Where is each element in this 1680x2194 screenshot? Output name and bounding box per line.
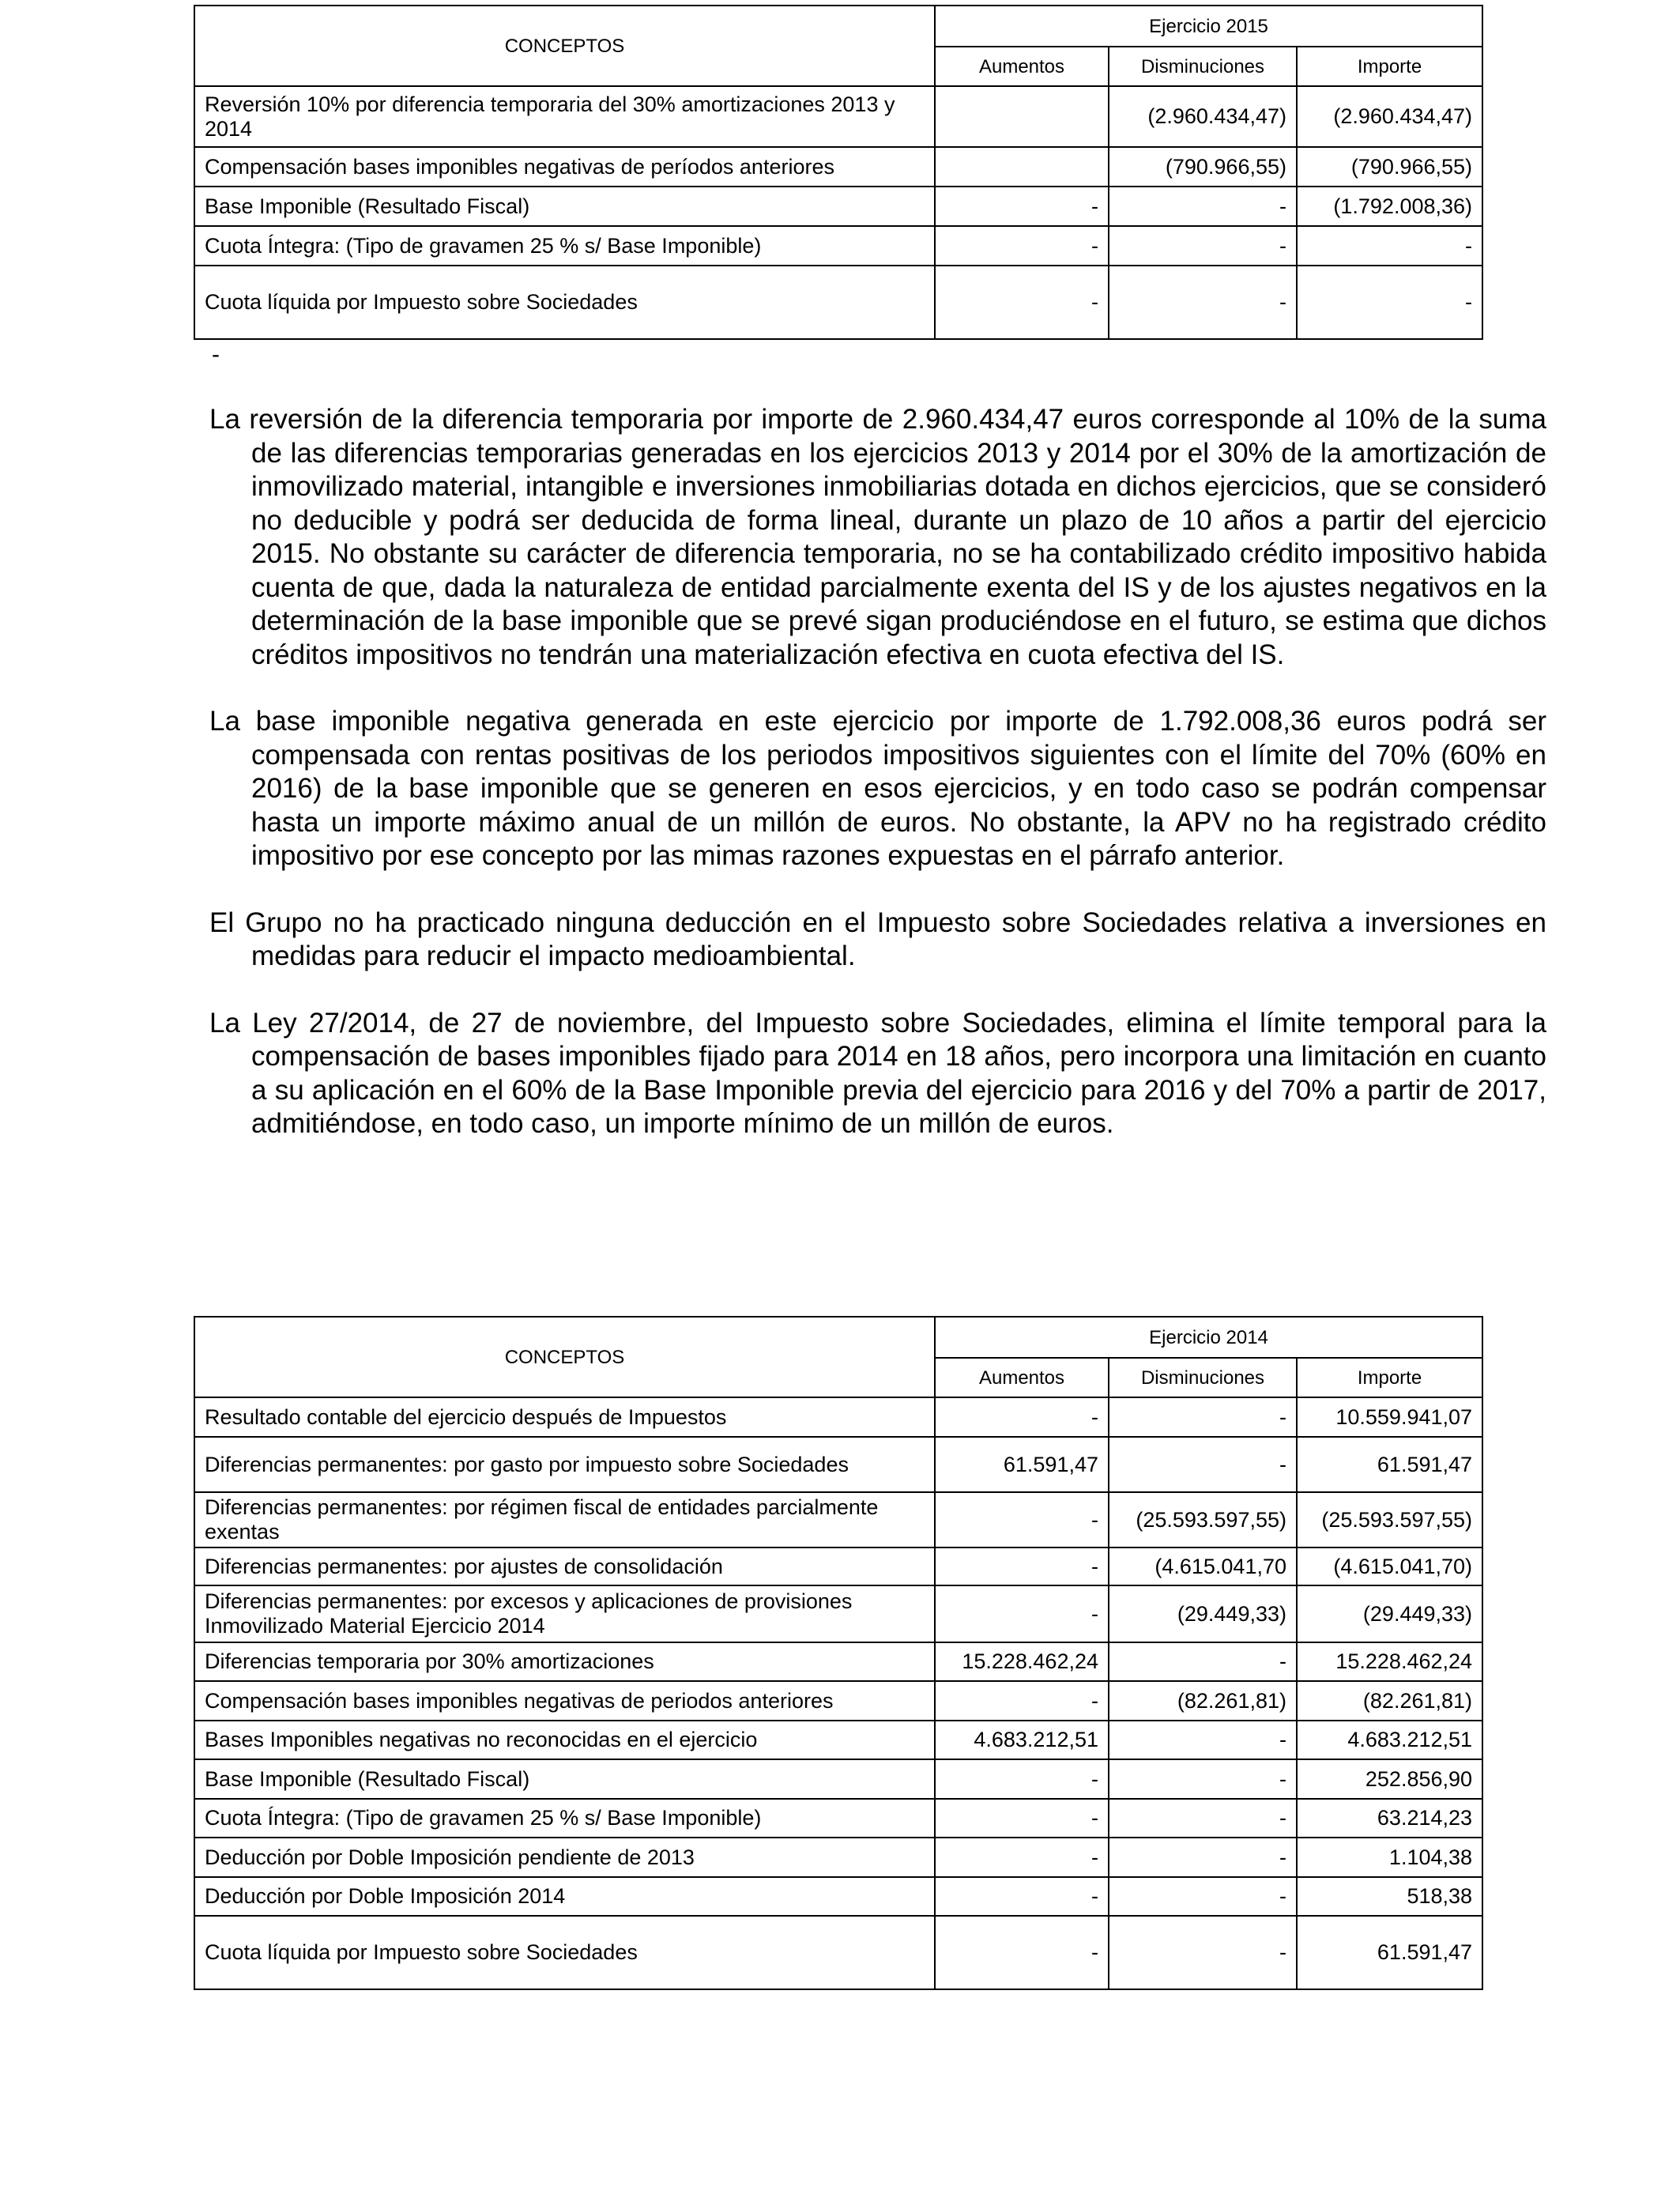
col-importe-header: Importe bbox=[1297, 1358, 1482, 1397]
concept-cell: Cuota Íntegra: (Tipo de gravamen 25 % s/ Base Imponible) bbox=[194, 1799, 935, 1838]
disminuciones-cell: (82.261,81) bbox=[1109, 1681, 1297, 1721]
aumentos-cell: - bbox=[935, 1681, 1109, 1721]
aumentos-cell: - bbox=[935, 1877, 1109, 1916]
aumentos-cell: - bbox=[935, 1492, 1109, 1547]
concept-cell: Diferencias permanentes: por gasto por impuesto sobre Sociedades bbox=[194, 1437, 935, 1492]
table-row bbox=[194, 1585, 1482, 1642]
table-row bbox=[194, 1838, 1482, 1877]
dash-note: - bbox=[212, 341, 220, 368]
period-header: Ejercicio 2015 bbox=[935, 6, 1482, 47]
aumentos-cell: - bbox=[935, 1799, 1109, 1838]
paragraph: La Ley 27/2014, de 27 de noviembre, del Impuesto sobre Sociedades, elimina el límite temporal para la compensación de bases imponibles fijado para 2014 en 18 años, pero incorpora una limitación en cuanto a su aplicación en el 60% de la Base Imponible previa del ejercicio para 2016 y del 70% a partir de 2017, admitiéndose, en todo caso, un importe mínimo de un millón de euros. bbox=[209, 1007, 1546, 1139]
table-row bbox=[194, 1759, 1482, 1799]
importe-cell: (29.449,33) bbox=[1297, 1585, 1482, 1642]
importe-cell: 4.683.212,51 bbox=[1297, 1721, 1482, 1759]
col-importe-header: Importe bbox=[1297, 47, 1482, 86]
col-aumentos-header: Aumentos bbox=[935, 47, 1109, 86]
aumentos-cell: - bbox=[935, 266, 1109, 339]
aumentos-cell: 4.683.212,51 bbox=[935, 1721, 1109, 1759]
disminuciones-cell: - bbox=[1109, 1759, 1297, 1799]
concept-cell: Resultado contable del ejercicio después de Impuestos bbox=[194, 1397, 935, 1437]
disminuciones-cell: (4.615.041,70 bbox=[1109, 1547, 1297, 1585]
table-row bbox=[194, 1681, 1482, 1721]
notes-text bbox=[209, 403, 1546, 1174]
importe-cell: (790.966,55) bbox=[1297, 147, 1482, 187]
table-row bbox=[194, 1547, 1482, 1585]
disminuciones-cell: (790.966,55) bbox=[1109, 147, 1297, 187]
table-row bbox=[194, 1397, 1482, 1437]
col-disminuciones-header: Disminuciones bbox=[1109, 47, 1297, 86]
tax-table-2015 bbox=[194, 5, 1483, 340]
concept-cell: Diferencias permanentes: por ajustes de consolidación bbox=[194, 1547, 935, 1585]
table-row bbox=[194, 1492, 1482, 1547]
disminuciones-cell: (29.449,33) bbox=[1109, 1585, 1297, 1642]
aumentos-cell: - bbox=[935, 226, 1109, 266]
aumentos-cell: 15.228.462,24 bbox=[935, 1642, 1109, 1681]
disminuciones-cell: - bbox=[1109, 1437, 1297, 1492]
disminuciones-cell: - bbox=[1109, 1799, 1297, 1838]
concept-cell: Bases Imponibles negativas no reconocidas en el ejercicio bbox=[194, 1721, 935, 1759]
disminuciones-cell: (25.593.597,55) bbox=[1109, 1492, 1297, 1547]
concept-cell: Cuota líquida por Impuesto sobre Sociedades bbox=[194, 1916, 935, 1989]
table-row bbox=[194, 187, 1482, 226]
concept-cell: Deducción por Doble Imposición pendiente de 2013 bbox=[194, 1838, 935, 1877]
concept-cell: Base Imponible (Resultado Fiscal) bbox=[194, 187, 935, 226]
col-aumentos-header: Aumentos bbox=[935, 1358, 1109, 1397]
period-header: Ejercicio 2014 bbox=[935, 1317, 1482, 1358]
concept-cell: Compensación bases imponibles negativas de períodos anteriores bbox=[194, 147, 935, 187]
disminuciones-cell: - bbox=[1109, 1838, 1297, 1877]
concept-cell: Compensación bases imponibles negativas de periodos anteriores bbox=[194, 1681, 935, 1721]
concept-cell: Diferencias permanentes: por régimen fiscal de entidades parcialmente exentas bbox=[194, 1492, 935, 1547]
importe-cell: (25.593.597,55) bbox=[1297, 1492, 1482, 1547]
disminuciones-cell: - bbox=[1109, 1642, 1297, 1681]
importe-cell: (4.615.041,70) bbox=[1297, 1547, 1482, 1585]
paragraph: El Grupo no ha practicado ninguna deducción en el Impuesto sobre Sociedades relativa a inversiones en medidas para reducir el impacto medioambiental. bbox=[209, 907, 1546, 971]
table-row bbox=[194, 86, 1482, 147]
disminuciones-cell: - bbox=[1109, 1397, 1297, 1437]
importe-cell: 518,38 bbox=[1297, 1877, 1482, 1916]
importe-cell: (2.960.434,47) bbox=[1297, 86, 1482, 147]
importe-cell: 61.591,47 bbox=[1297, 1437, 1482, 1492]
tax-table-2014 bbox=[194, 1316, 1483, 1990]
importe-cell: 1.104,38 bbox=[1297, 1838, 1482, 1877]
table-row bbox=[194, 226, 1482, 266]
concept-cell: Diferencias permanentes: por excesos y aplicaciones de provisiones Inmovilizado Material Ejercicio 2014 bbox=[194, 1585, 935, 1642]
importe-cell: (1.792.008,36) bbox=[1297, 187, 1482, 226]
concept-cell: Reversión 10% por diferencia temporaria del 30% amortizaciones 2013 y 2014 bbox=[194, 86, 935, 147]
concept-cell: Base Imponible (Resultado Fiscal) bbox=[194, 1759, 935, 1799]
concept-cell: Diferencias temporaria por 30% amortizaciones bbox=[194, 1642, 935, 1681]
aumentos-cell bbox=[935, 147, 1109, 187]
disminuciones-cell: - bbox=[1109, 1916, 1297, 1989]
importe-cell: 252.856,90 bbox=[1297, 1759, 1482, 1799]
aumentos-cell: - bbox=[935, 1397, 1109, 1437]
importe-cell: 15.228.462,24 bbox=[1297, 1642, 1482, 1681]
table-row bbox=[194, 1721, 1482, 1759]
aumentos-cell: - bbox=[935, 1547, 1109, 1585]
importe-cell: 63.214,23 bbox=[1297, 1799, 1482, 1838]
disminuciones-cell: - bbox=[1109, 266, 1297, 339]
paragraph: La base imponible negativa generada en este ejercicio por importe de 1.792.008,36 euros podrá ser compensada con rentas positivas de los periodos impositivos siguientes con el límite del 70% (60% en 2016) de la base imponible que se generen en esos ejercicios, y en todo caso se podrán compensar hasta un importe máximo anual de un millón de euros. No obstante, la APV no ha registrado crédito impositivo por ese concepto por las mimas razones expuestas en el párrafo anterior. bbox=[209, 706, 1546, 871]
aumentos-cell: - bbox=[935, 1759, 1109, 1799]
table-row bbox=[194, 1916, 1482, 1989]
concepts-header: CONCEPTOS bbox=[194, 6, 935, 86]
disminuciones-cell: - bbox=[1109, 1877, 1297, 1916]
aumentos-cell: 61.591,47 bbox=[935, 1437, 1109, 1492]
aumentos-cell bbox=[935, 86, 1109, 147]
aumentos-cell: - bbox=[935, 1916, 1109, 1989]
importe-cell: 10.559.941,07 bbox=[1297, 1397, 1482, 1437]
table-row bbox=[194, 1877, 1482, 1916]
disminuciones-cell: (2.960.434,47) bbox=[1109, 86, 1297, 147]
aumentos-cell: - bbox=[935, 1585, 1109, 1642]
table-row bbox=[194, 147, 1482, 187]
concept-cell: Cuota Íntegra: (Tipo de gravamen 25 % s/ Base Imponible) bbox=[194, 226, 935, 266]
table-row bbox=[194, 1642, 1482, 1681]
concepts-header: CONCEPTOS bbox=[194, 1317, 935, 1397]
concept-cell: Deducción por Doble Imposición 2014 bbox=[194, 1877, 935, 1916]
disminuciones-cell: - bbox=[1109, 226, 1297, 266]
importe-cell: - bbox=[1297, 226, 1482, 266]
aumentos-cell: - bbox=[935, 1838, 1109, 1877]
importe-cell: - bbox=[1297, 266, 1482, 339]
importe-cell: (82.261,81) bbox=[1297, 1681, 1482, 1721]
importe-cell: 61.591,47 bbox=[1297, 1916, 1482, 1989]
col-disminuciones-header: Disminuciones bbox=[1109, 1358, 1297, 1397]
concept-cell: Cuota líquida por Impuesto sobre Sociedades bbox=[194, 266, 935, 339]
paragraph: La reversión de la diferencia temporaria por importe de 2.960.434,47 euros corresponde al 10% de la suma de las diferencias temporarias generadas en los ejercicios 2013 y 2014 por el 30% de la amortización de inmovilizado material, intangible e inversiones inmobiliarias dotada en dichos ejercicios, que se consideró no deducible y podrá ser deducida de forma lineal, durante un plazo de 10 años a partir del ejercicio 2015. No obstante su carácter de diferencia temporaria, no se ha contabilizado crédito impositivo habida cuenta de que, dada la naturaleza de entidad parcialmente exenta del IS y de los ajustes negativos en la determinación de la base imponible que se prevé sigan produciéndose en el futuro, se estima que dichos créditos impositivos no tendrán una materialización efectiva en cuota efectiva del IS. bbox=[209, 404, 1546, 670]
aumentos-cell: - bbox=[935, 187, 1109, 226]
disminuciones-cell: - bbox=[1109, 1721, 1297, 1759]
table-row bbox=[194, 1799, 1482, 1838]
disminuciones-cell: - bbox=[1109, 187, 1297, 226]
table-row bbox=[194, 1437, 1482, 1492]
table-row bbox=[194, 266, 1482, 339]
